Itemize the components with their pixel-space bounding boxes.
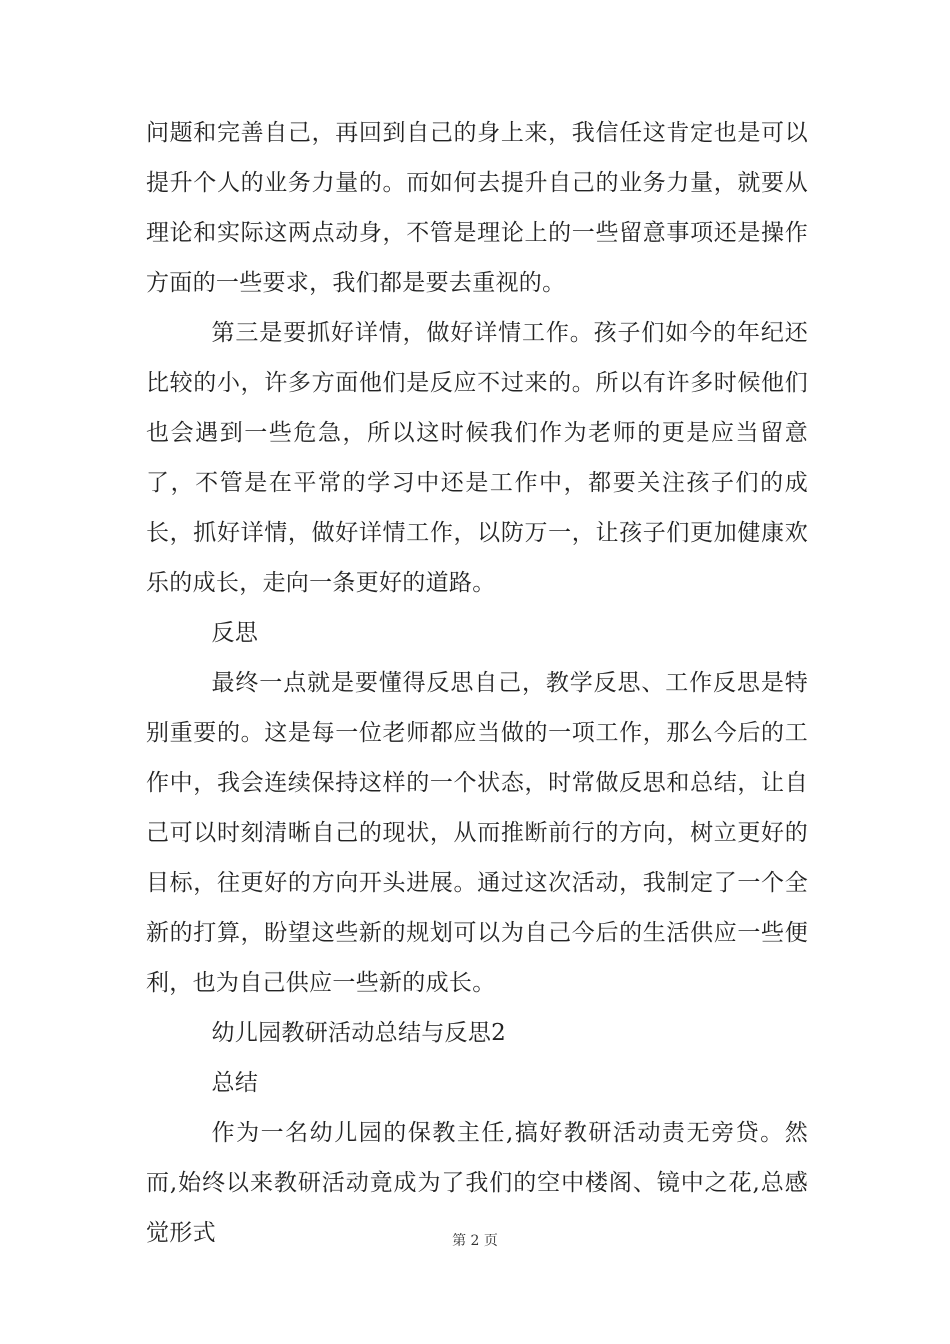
- heading-summary: 总结: [211, 1070, 259, 1096]
- document-body: [146, 108, 808, 1258]
- paragraph-summary-intro: 作为一名幼儿园的保教主任,搞好教研活动责无旁贷。然而,始终以来教研活动竟成为了我们的空中楼阁、镜中之花,总感觉形式: [146, 1120, 808, 1246]
- page-number: 第 2 页: [452, 1233, 498, 1249]
- paragraph-third-point: 第三是要抓好详情，做好详情工作。孩子们如今的年纪还比较的小，许多方面他们是反应不过来的。所以有许多时候他们也会遇到一些危急，所以这时候我们作为老师的更是应当留意了，不管是在平常的学习中还是工作中，都要关注孩子们的成长，抓好详情，做好详情工作，以防万一，让孩子们更加健康欢乐的成长，走向一条更好的道路。: [146, 320, 808, 596]
- paragraph-final-point: 最终一点就是要懂得反思自己，教学反思、工作反思是特别重要的。这是每一位老师都应当做的一项工作，那么今后的工作中，我会连续保持这样的一个状态，时常做反思和总结，让自己可以时刻清晰自己的现状，从而推断前行的方向，树立更好的目标，往更好的方向开头进展。通过这次活动，我制定了一个全新的打算，盼望这些新的规划可以为自己今后的生活供应一些便利，也为自己供应一些新的成长。: [146, 670, 808, 996]
- paragraph-continuation: 问题和完善自己，再回到自己的身上来，我信任这肯定也是可以提升个人的业务力量的。而如何去提升自己的业务力量，就要从理论和实际这两点动身，不管是理论上的一些留意事项还是操作方面的一些要求，我们都是要去重视的。: [146, 120, 808, 296]
- heading-reflection: 反思: [211, 620, 259, 646]
- section-title: 幼儿园教研活动总结与反思2: [211, 1020, 507, 1046]
